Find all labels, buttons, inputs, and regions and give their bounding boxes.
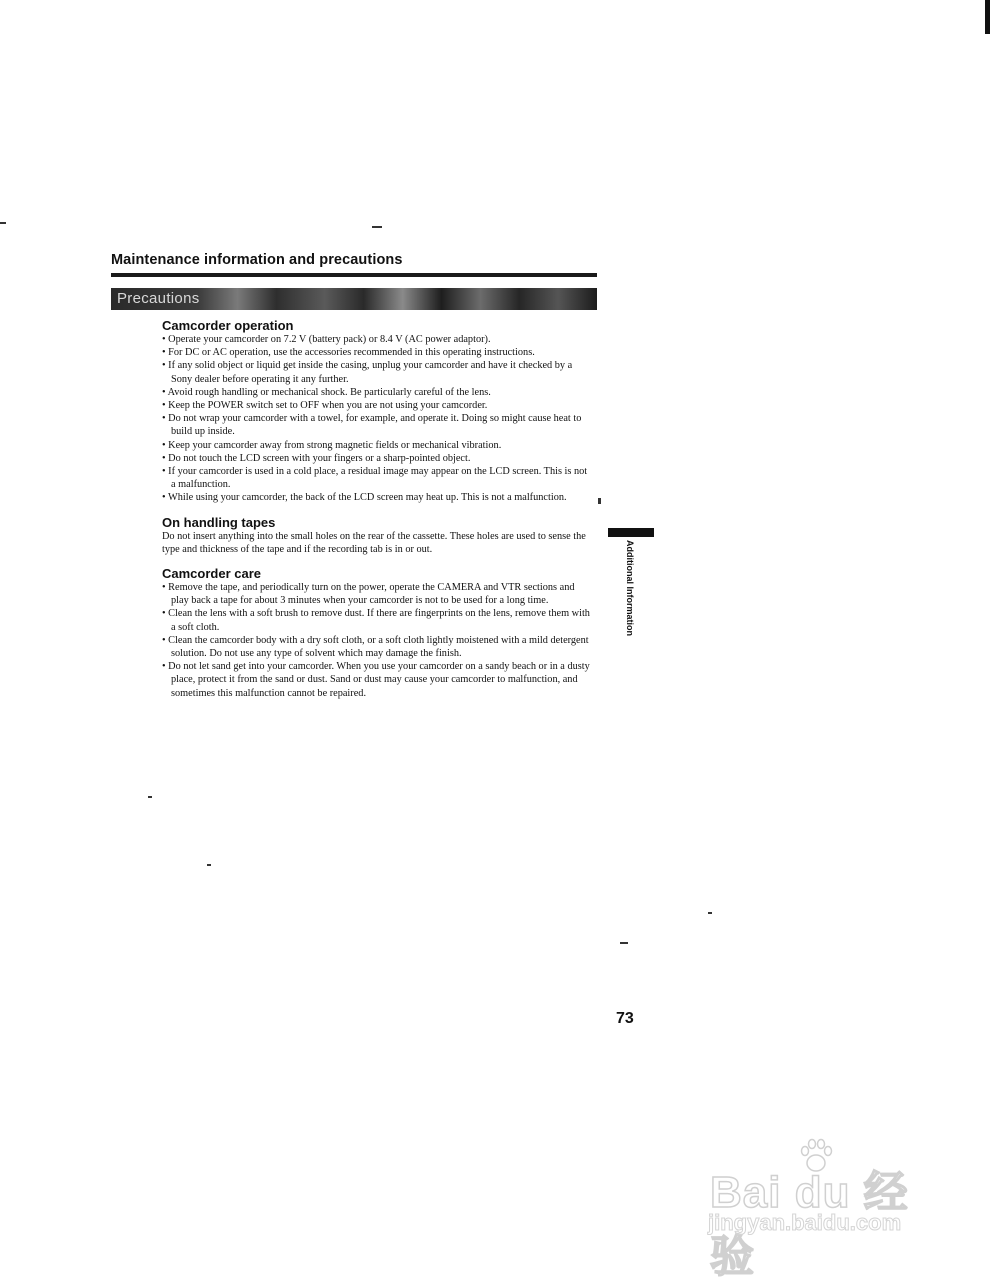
watermark-logo: Bai du 经验 [710, 1168, 909, 1281]
side-tab-label: Additional Information [625, 540, 635, 636]
title-rule [111, 273, 597, 277]
list-item: • If any solid object or liquid get inside the casing, unplug your camcorder and have it checked by a Sony dealer before operating it any further. [162, 360, 573, 385]
list-item: • Clean the lens with a soft brush to remove dust. If there are fingerprints on the lens, remove them with a soft cloth. [162, 608, 590, 633]
watermark-url: jingyan.baidu.com [708, 1210, 902, 1235]
scan-speck [708, 912, 712, 914]
section-title: Maintenance information and precautions [111, 252, 403, 268]
handling-tapes-heading: On handling tapes [162, 514, 276, 530]
main-content [162, 318, 594, 700]
list-item: • If your camcorder is used in a cold place, a residual image may appear on the LCD screen. This is not a malfunction. [162, 466, 588, 491]
scan-edge-mark [985, 0, 990, 34]
list-item: • Do not let sand get into your camcorder. When you use your camcorder on a sandy beach or in a dusty place, protect it from the sand or dust. Sand or dust may cause your camcorder to malfunction, and sometimes this malfunction cannot be repaired. [162, 661, 590, 699]
camcorder-operation-heading: Camcorder operation [162, 318, 294, 333]
banner-label: Precautions [117, 290, 200, 307]
scan-speck [620, 942, 628, 944]
scan-speck [0, 222, 6, 224]
baidu-watermark [700, 1148, 940, 1281]
list-item: • Keep your camcorder away from strong magnetic fields or mechanical vibration. [162, 439, 502, 451]
side-tab-bar [608, 528, 654, 537]
scan-speck [207, 864, 211, 866]
list-item: • For DC or AC operation, use the accessories recommended in this operating instructions. [162, 347, 535, 359]
page-number: 73 [616, 1010, 634, 1027]
camcorder-operation-list [162, 333, 594, 505]
list-item: • Avoid rough handling or mechanical shock. Be particularly careful of the lens. [162, 386, 491, 398]
list-item: • Operate your camcorder on 7.2 V (battery pack) or 8.4 V (AC power adaptor). [162, 334, 491, 345]
list-item: • Do not wrap your camcorder with a towel, for example, and operate it. Doing so might cause heat to build up inside. [162, 413, 582, 438]
scan-speck [148, 796, 152, 798]
precautions-banner [111, 288, 597, 310]
list-item: • Clean the camcorder body with a dry soft cloth, or a soft cloth lightly moistened with a mild detergent solution. Do not use any type of solvent which may damage the finish. [162, 634, 589, 660]
camcorder-care-list [162, 581, 594, 700]
scan-speck [598, 498, 601, 504]
handling-tapes-text: Do not insert anything into the small holes on the rear of the cassette. These holes are used to sense the type and thickness of the tape and if the recording tab is in or out. [162, 530, 586, 555]
list-item: • Do not touch the LCD screen with your fingers or a sharp-pointed object. [162, 452, 471, 464]
camcorder-care-heading: Camcorder care [162, 566, 261, 582]
list-item: • Keep the POWER switch set to OFF when you are not using your camcorder. [162, 400, 488, 412]
scan-speck [372, 226, 382, 228]
list-item: • Remove the tape, and periodically turn on the power, operate the CAMERA and VTR sections and play back a tape for about 3 minutes when your camcorder is not to be used for a long time. [162, 582, 575, 607]
list-item: • While using your camcorder, the back of the LCD screen may heat up. This is not a malfunction. [162, 492, 567, 504]
